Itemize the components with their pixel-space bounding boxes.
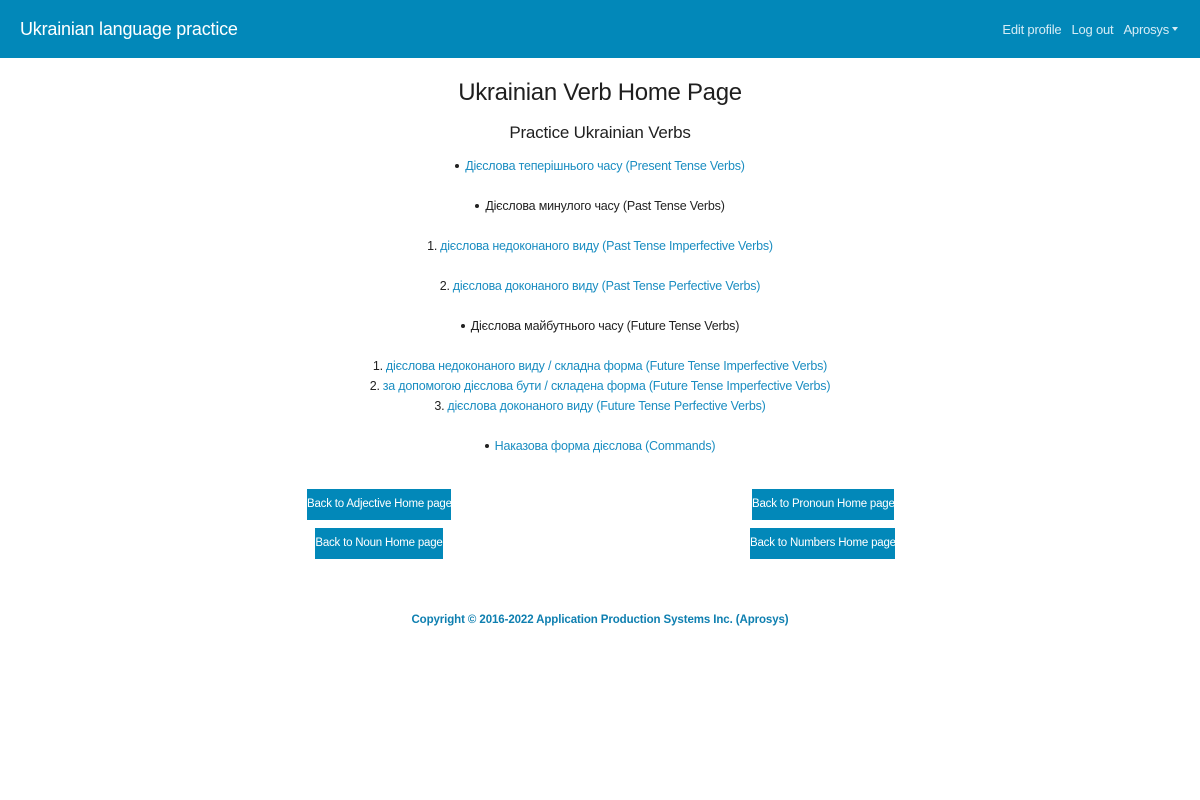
back-to-numbers-button[interactable]: Back to Numbers Home page [750, 528, 895, 559]
past-perfective-link[interactable]: дієслова доконаного виду (Past Tense Perfective Verbs) [452, 279, 761, 293]
back-to-noun-button[interactable]: Back to Noun Home page [315, 528, 443, 559]
list-item-past-perfective [0, 279, 1200, 293]
bullet-icon [475, 204, 479, 208]
list-item-past-header [0, 199, 1200, 213]
list-number: 1. [427, 239, 438, 253]
future-tense-heading: Дієслова майбутнього часу (Future Tense Verbs) [470, 319, 740, 333]
list-item-commands [0, 439, 1200, 453]
list-item-future-imperfective-auxiliary [0, 379, 1200, 393]
page-title: Ukrainian Verb Home Page [458, 79, 742, 106]
list-item-present [0, 159, 1200, 173]
list-number: 1. [372, 359, 383, 373]
list-number: 2. [439, 279, 450, 293]
footer-copyright: Copyright © 2016-2022 Application Production Systems Inc. (Aprosys) [411, 614, 789, 626]
top-navbar [0, 0, 1200, 58]
future-imperfective-compound-link[interactable]: дієслова недоконаного виду / складна форма (Future Tense Imperfective Verbs) [385, 359, 828, 373]
list-number: 3. [434, 399, 445, 413]
user-menu-dropdown[interactable] [1123, 22, 1178, 37]
back-to-pronoun-button[interactable]: Back to Pronoun Home page [752, 489, 894, 520]
past-imperfective-link[interactable]: дієслова недоконаного виду (Past Tense Imperfective Verbs) [440, 239, 773, 253]
future-perfective-link[interactable]: дієслова доконаного виду (Future Tense Perfective Verbs) [447, 399, 766, 413]
caret-down-icon [1172, 27, 1178, 31]
bullet-icon [485, 444, 489, 448]
past-tense-heading: Дієслова минулого часу (Past Tense Verbs) [485, 199, 725, 213]
list-item-future-imperfective-compound [0, 359, 1200, 373]
back-to-adjective-button[interactable]: Back to Adjective Home page [307, 489, 451, 520]
future-imperfective-auxiliary-link[interactable]: за допомогою дієслова бути / складена форма (Future Tense Imperfective Verbs) [382, 379, 831, 393]
brand-link[interactable]: Ukrainian language practice [20, 18, 238, 39]
list-item-future-perfective [0, 399, 1200, 413]
edit-profile-link[interactable]: Edit profile [1002, 21, 1062, 37]
bullet-icon [455, 164, 459, 168]
log-out-link[interactable]: Log out [1071, 21, 1114, 37]
commands-link[interactable]: Наказова форма дієслова (Commands) [494, 439, 716, 453]
page-subtitle: Practice Ukrainian Verbs [509, 123, 691, 142]
list-number: 2. [369, 379, 380, 393]
bullet-icon [461, 324, 465, 328]
user-menu-label: Aprosys [1123, 21, 1169, 37]
list-item-future-header [0, 319, 1200, 333]
list-item-past-imperfective [0, 239, 1200, 253]
navbar-right [1002, 22, 1178, 37]
present-tense-link[interactable]: Дієслова теперішнього часу (Present Tense Verbs) [465, 159, 745, 173]
